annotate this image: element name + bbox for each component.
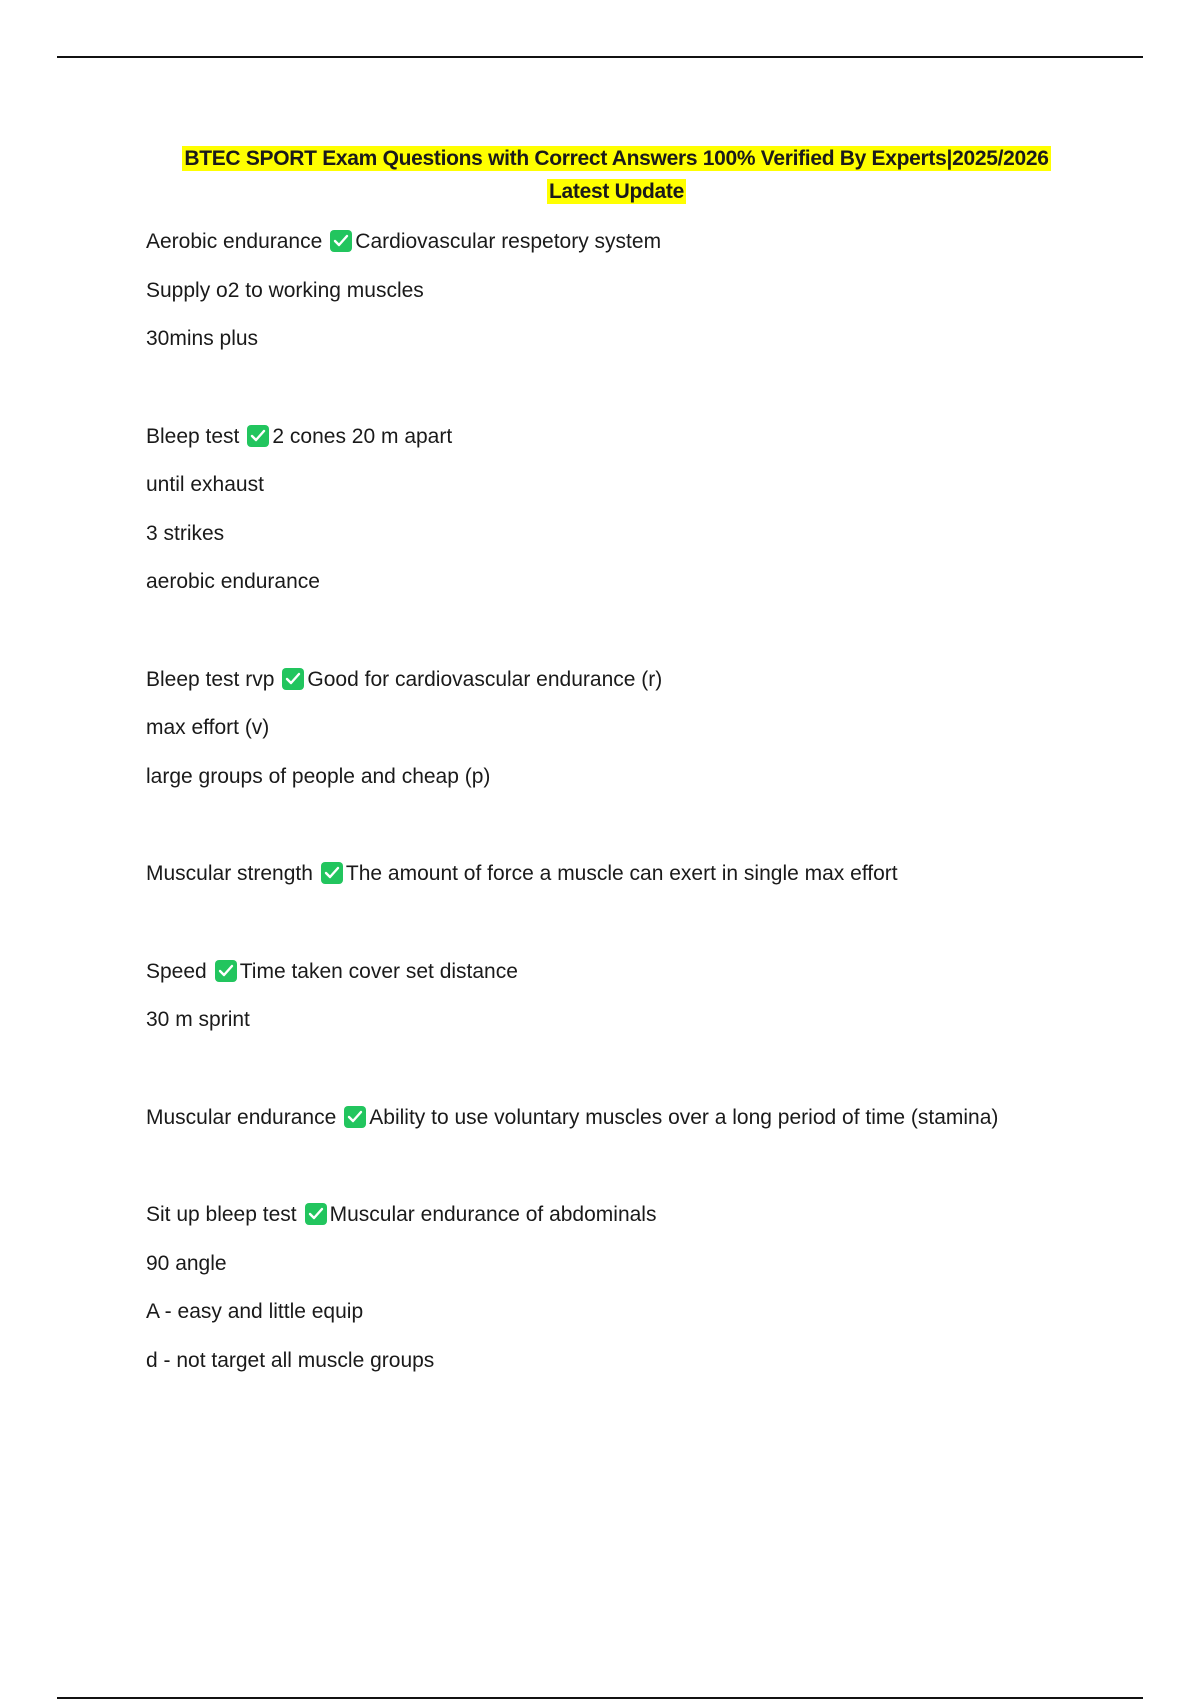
header-rule [57,56,1143,58]
spacer [146,908,1146,957]
entry-term: Aerobic endurance [146,230,323,253]
entry-detail: A - easy and little equip [146,1300,364,1323]
entry-term: Speed [146,959,207,983]
entry-detail: 30 m sprint [146,1008,250,1031]
check-mark-icon [282,668,304,690]
entry-muscular-endurance [146,1103,1146,1152]
flashcard-list [146,227,1146,1394]
check-mark-icon [247,425,269,447]
entry-term: Muscular strength [146,862,313,885]
check-mark-icon [321,862,343,884]
entry-aerobic-endurance [146,227,1146,276]
entry-term: Bleep test [146,424,240,448]
entry-answer: Cardiovascular respetory system [355,230,662,253]
entry-term: Sit up bleep test [146,1203,297,1226]
entry-answer: Muscular endurance of abdominals [329,1203,657,1226]
entry-detail: 30mins plus [146,327,259,350]
entry-bleep-test-rvp [146,665,1146,714]
entry-detail: large groups of people and cheap (p) [146,764,491,788]
entry-muscular-strength [146,859,1146,908]
check-mark-icon [330,230,352,252]
entry-answer: The amount of force a muscle can exert in single max effort [345,862,898,885]
check-mark-icon [215,960,237,982]
spacer [146,373,1146,422]
entry-detail: d - not target all muscle groups [146,1348,435,1372]
entry-sit-up-bleep-test [146,1200,1146,1249]
entry-detail: 3 strikes [146,521,225,545]
check-mark-icon [305,1203,327,1225]
title-line-2: Latest Update [549,180,684,203]
entry-detail: aerobic endurance [146,570,320,593]
check-mark-icon [344,1106,366,1128]
entry-detail: Supply o2 to working muscles [146,278,424,302]
entry-term: Muscular endurance [146,1105,337,1129]
spacer [146,1054,1146,1103]
entry-speed [146,957,1146,1006]
entry-detail: 90 angle [146,1251,227,1275]
entry-detail: until exhaust [146,473,264,496]
entry-answer: Ability to use voluntary muscles over a long period of time (stamina) [369,1105,999,1129]
spacer [146,810,1146,859]
title-line-1: BTEC SPORT Exam Questions with Correct Answers 100% Verified By Experts|2025/2026 [184,147,1049,170]
entry-answer: Good for cardiovascular endurance (r) [307,667,663,691]
entry-bleep-test [146,422,1146,471]
spacer [146,616,1146,665]
spacer [146,1151,1146,1200]
footer-rule [57,1697,1143,1699]
entry-answer: 2 cones 20 m apart [272,424,453,448]
entry-term: Bleep test rvp [146,667,275,691]
document-title [100,142,1133,208]
entry-detail: max effort (v) [146,716,270,739]
entry-answer: Time taken cover set distance [239,959,518,983]
